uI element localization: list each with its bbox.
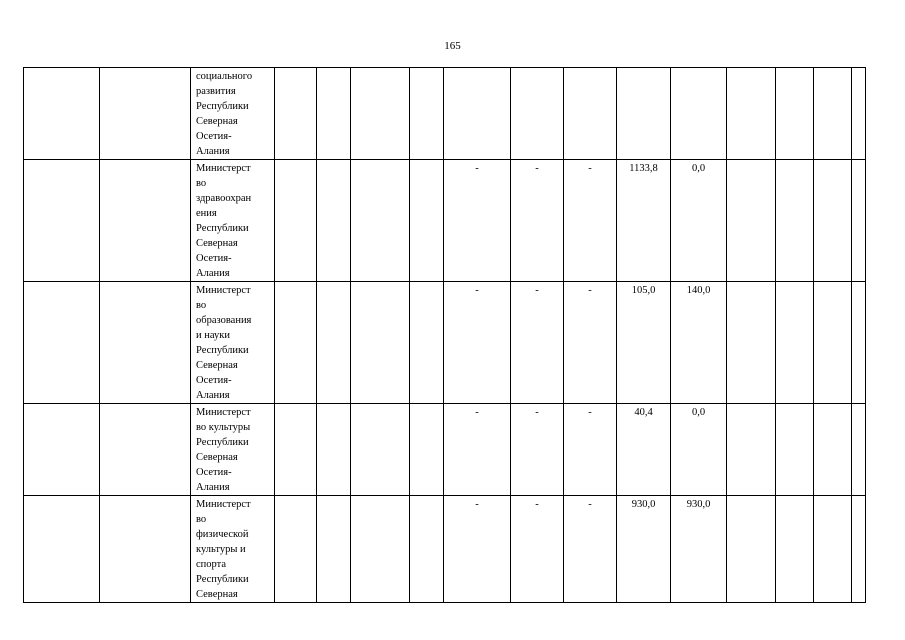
table-cell	[852, 160, 866, 282]
table-cell	[814, 404, 852, 496]
table-cell	[275, 496, 317, 603]
table-cell	[776, 404, 814, 496]
table-cell	[351, 404, 410, 496]
value-cell: -	[564, 160, 617, 282]
value-cell	[444, 68, 511, 160]
table-cell	[24, 496, 100, 603]
table-cell	[814, 496, 852, 603]
value-cell: -	[444, 404, 511, 496]
table-cell	[24, 68, 100, 160]
table-cell	[351, 68, 410, 160]
table-cell	[727, 282, 776, 404]
table-cell	[727, 160, 776, 282]
table-cell	[410, 496, 444, 603]
table-cell	[100, 160, 191, 282]
table-cell	[100, 496, 191, 603]
table-cell	[100, 282, 191, 404]
table-cell	[776, 68, 814, 160]
table-cell	[727, 404, 776, 496]
value-cell: -	[511, 496, 564, 603]
table-row	[24, 160, 866, 282]
value-cell: -	[444, 160, 511, 282]
table-cell	[814, 68, 852, 160]
value-cell: -	[511, 404, 564, 496]
value-cell: -	[511, 282, 564, 404]
value-cell: -	[511, 160, 564, 282]
value-cell: -	[564, 404, 617, 496]
table-cell	[24, 160, 100, 282]
value-cell: -	[444, 282, 511, 404]
table-cell	[275, 404, 317, 496]
value-cell: 40,4	[617, 404, 671, 496]
value-cell: 140,0	[671, 282, 727, 404]
table-row	[24, 282, 866, 404]
table-cell	[317, 68, 351, 160]
table-cell	[317, 404, 351, 496]
organization-cell: Министерст во здравоохран ения Республики Северная Осетия- Алания	[191, 160, 275, 282]
table-cell	[351, 160, 410, 282]
table-cell	[776, 282, 814, 404]
table-cell	[100, 404, 191, 496]
value-cell: -	[444, 496, 511, 603]
table-cell	[852, 282, 866, 404]
organization-cell: Министерст во культуры Республики Северная Осетия- Алания	[191, 404, 275, 496]
table-row	[24, 496, 866, 603]
table-cell	[776, 496, 814, 603]
table-cell	[317, 160, 351, 282]
table-cell	[317, 496, 351, 603]
table-cell	[410, 404, 444, 496]
value-cell: 1133,8	[617, 160, 671, 282]
value-cell: -	[564, 496, 617, 603]
table-cell	[24, 404, 100, 496]
value-cell	[671, 68, 727, 160]
budget-table	[23, 67, 866, 603]
value-cell	[564, 68, 617, 160]
table-cell	[275, 160, 317, 282]
table-cell	[410, 282, 444, 404]
organization-cell: Министерст во физической культуры и спорта Республики Северная	[191, 496, 275, 603]
table-cell	[852, 68, 866, 160]
table-cell	[24, 282, 100, 404]
table-cell	[410, 160, 444, 282]
value-cell: 0,0	[671, 404, 727, 496]
table-cell	[852, 496, 866, 603]
table-cell	[727, 496, 776, 603]
table-cell	[351, 496, 410, 603]
table-cell	[317, 282, 351, 404]
table-cell	[275, 68, 317, 160]
value-cell	[617, 68, 671, 160]
value-cell: 930,0	[671, 496, 727, 603]
table-cell	[776, 160, 814, 282]
value-cell: 930,0	[617, 496, 671, 603]
table-cell	[351, 282, 410, 404]
table-cell	[814, 282, 852, 404]
table-cell	[852, 404, 866, 496]
value-cell	[511, 68, 564, 160]
table-cell	[410, 68, 444, 160]
value-cell: 105,0	[617, 282, 671, 404]
table-row	[24, 68, 866, 160]
table-cell	[100, 68, 191, 160]
table-cell	[275, 282, 317, 404]
table-row	[24, 404, 866, 496]
table-cell	[814, 160, 852, 282]
organization-cell: социального развития Республики Северная Осетия- Алания	[191, 68, 275, 160]
value-cell: -	[564, 282, 617, 404]
value-cell: 0,0	[671, 160, 727, 282]
page-number: 165	[444, 40, 461, 52]
table-cell	[727, 68, 776, 160]
organization-cell: Министерст во образования и науки Республики Северная Осетия- Алания	[191, 282, 275, 404]
